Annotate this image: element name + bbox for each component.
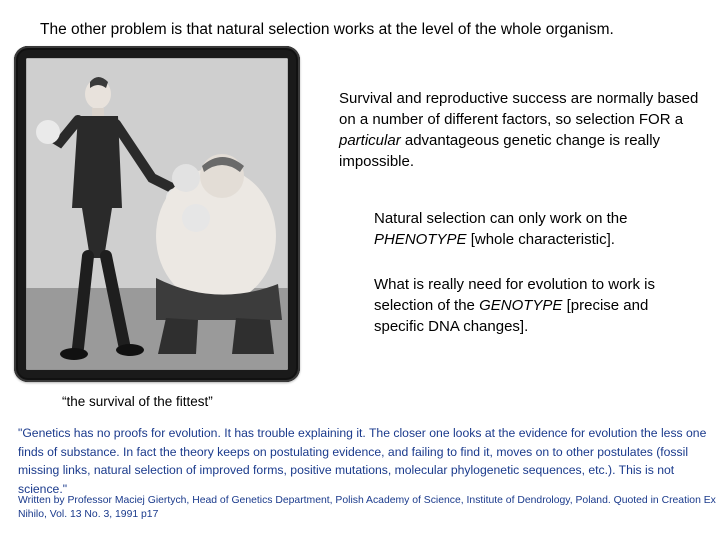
paragraph1-text-after: advantageous genetic change is really impossible. [339, 132, 661, 170]
paragraph-survival-factors [339, 88, 699, 172]
photo-frame [14, 46, 300, 382]
paragraph3-emphasis: GENOTYPE [479, 297, 563, 314]
boxing-photo [26, 58, 288, 370]
paragraph1-text-before: Survival and reproductive success are normally based on a number of different factors, so selection FOR a [339, 90, 699, 128]
paragraph1-emphasis: particular [339, 132, 401, 149]
slide-title: The other problem is that natural selection works at the level of the whole organism. [40, 21, 614, 38]
paragraph2-emphasis: PHENOTYPE [374, 231, 467, 248]
giertych-quote: "Genetics has no proofs for evolution. It has trouble explaining it. The closer one looks at the evidence for evolution the less one finds of substance. In fact the theory keeps on postulating evidence, and failing to find it, moves on to other postulates (fossil missing links, natural selection of improved forms, positive mutations, molecular phylogenetic sequences, etc.). This is not science." [18, 426, 707, 496]
paragraph-phenotype [374, 208, 704, 250]
paragraph-genotype [374, 274, 684, 337]
paragraph2-text-after: [whole characteristic]. [466, 231, 615, 248]
paragraph3-text-after: [precise and specific DNA changes]. [374, 297, 649, 335]
paragraph3-text-before: What is really need for evolution to work is selection of the [374, 276, 655, 314]
quote-attribution: Written by Professor Maciej Giertych, Head of Genetics Department, Polish Academy of Science, Institute of Dendrology, Poland. Quoted in Creation Ex Nihilo, Vol. 13 No. 3, 1991 p17 [18, 495, 716, 520]
image-caption: “the survival of the fittest” [62, 394, 213, 409]
paragraph2-text-before: Natural selection can only work on the [374, 210, 628, 227]
boxing-photo-icon [26, 58, 288, 370]
